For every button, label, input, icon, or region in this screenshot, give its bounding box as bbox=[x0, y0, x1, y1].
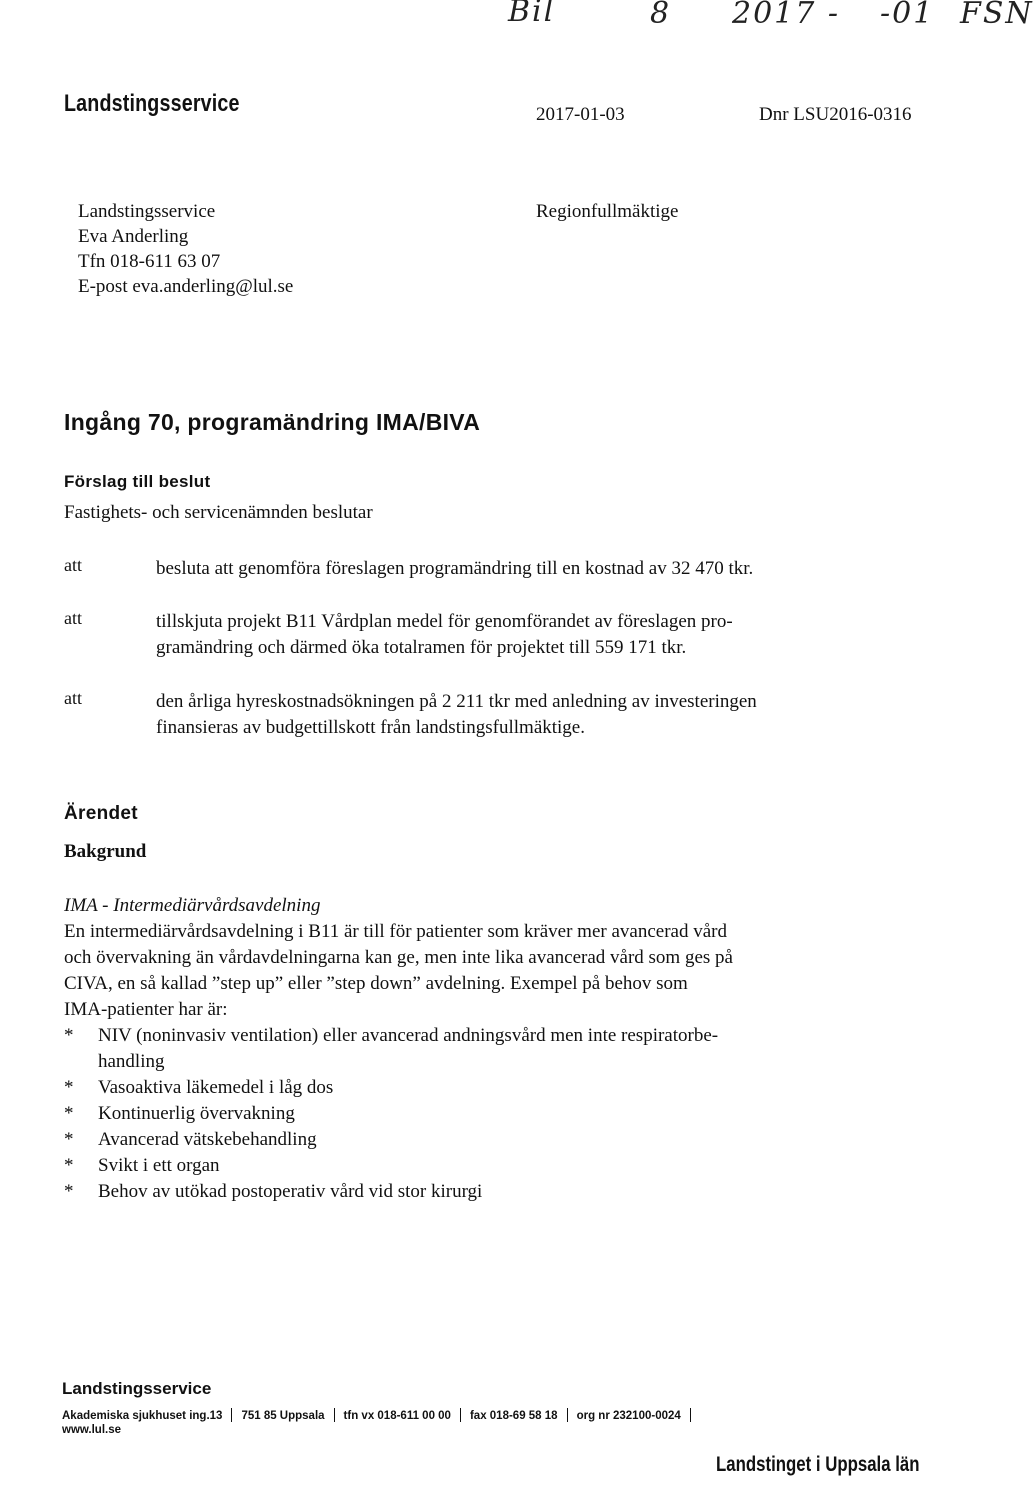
sender-block bbox=[78, 199, 293, 299]
bullet-text: Behov av utökad postoperativ vård vid stor kirurgi bbox=[98, 1181, 483, 1202]
handwritten-suffix: -01 bbox=[880, 0, 935, 31]
footer-address-part: 751 85 Uppsala bbox=[241, 1410, 325, 1422]
bullet-marker: * bbox=[64, 1025, 74, 1046]
org-logo: Landstingsservice bbox=[64, 90, 240, 117]
bullet-marker: * bbox=[64, 1129, 74, 1150]
bullet-text: Svikt i ett organ bbox=[98, 1155, 220, 1176]
matter-heading: Ärendet bbox=[64, 803, 138, 824]
proposal-item-2-text bbox=[156, 609, 936, 661]
footer-address-part: org nr 232100-0024 bbox=[576, 1410, 681, 1422]
proposal-item-1-text bbox=[156, 556, 936, 582]
document-date: 2017-01-03 bbox=[536, 104, 625, 125]
footer-divider bbox=[690, 1408, 691, 1422]
document-title: Ingång 70, programändring IMA/BIVA bbox=[64, 409, 481, 435]
proposal-item-2-label: att bbox=[64, 608, 82, 628]
list-item bbox=[64, 1153, 944, 1179]
footer-divider bbox=[567, 1408, 568, 1422]
document-dnr: Dnr LSU2016-0316 bbox=[759, 104, 912, 125]
bullet-marker: * bbox=[64, 1103, 74, 1124]
bullet-text: Vasoaktiva läkemedel i låg dos bbox=[98, 1077, 334, 1098]
sender-org: Landstingsservice bbox=[78, 201, 216, 222]
handwritten-bil: Bil bbox=[508, 0, 556, 29]
bullet-marker: * bbox=[64, 1181, 74, 1202]
bullet-marker: * bbox=[64, 1077, 74, 1098]
proposal-item-1-label: att bbox=[64, 555, 82, 575]
footer-divider bbox=[334, 1408, 335, 1422]
footer-brand: Landstinget i Uppsala län bbox=[716, 1453, 920, 1476]
proposal-item-line: besluta att genomföra föreslagen programändring till en kostnad av 32 470 tkr. bbox=[156, 558, 754, 579]
sender-name: Eva Anderling bbox=[78, 226, 189, 247]
handwritten-initials: FSN bbox=[960, 0, 1034, 31]
proposal-item-3-label: att bbox=[64, 688, 82, 708]
footer-web: www.lul.se bbox=[62, 1424, 122, 1436]
bullet-text: NIV (noninvasiv ventilation) eller avancerad andningsvård men inte respiratorbe- bbox=[98, 1025, 719, 1046]
proposal-item-line: tillskjuta projekt B11 Vårdplan medel för genomförandet av föreslagen pro- bbox=[156, 611, 733, 632]
bullet-text: Kontinuerlig övervakning bbox=[98, 1103, 295, 1124]
proposal-item-line: gramändring och därmed öka totalramen för projektet till 559 171 tkr. bbox=[156, 637, 687, 658]
matter-body bbox=[64, 893, 944, 1205]
footer-address-part: tfn vx 018-611 00 00 bbox=[343, 1410, 451, 1422]
list-item bbox=[64, 1127, 944, 1153]
proposal-item-3-text bbox=[156, 689, 936, 741]
ima-title: IMA - Intermediärvårdsavdelning bbox=[64, 895, 321, 916]
list-item bbox=[64, 1023, 944, 1075]
list-item bbox=[64, 1101, 944, 1127]
footer-address-part: Akademiska sjukhuset ing.13 bbox=[62, 1410, 223, 1422]
list-item bbox=[64, 1075, 944, 1101]
handwritten-number: 8 bbox=[650, 0, 672, 31]
list-item bbox=[64, 1179, 944, 1205]
paragraph-line: En intermediärvårdsavdelning i B11 är till för patienter som kräver mer avancerad vård bbox=[64, 921, 727, 942]
proposal-item-line: finansieras av budgettillskott från landstingsfullmäktige. bbox=[156, 717, 585, 738]
paragraph-line: och övervakning än vårdavdelningarna kan ge, men inte lika avancerad vård som ges på bbox=[64, 947, 733, 968]
footer-divider bbox=[460, 1408, 461, 1422]
footer-address-part: fax 018-69 58 18 bbox=[469, 1410, 558, 1422]
proposal-heading: Förslag till beslut bbox=[64, 472, 211, 491]
sender-email: E-post eva.anderling@lul.se bbox=[78, 276, 294, 297]
proposal-intro: Fastighets- och servicenämnden beslutar bbox=[64, 502, 373, 523]
recipient: Regionfullmäktige bbox=[536, 201, 679, 222]
handwritten-year: 2017 - bbox=[732, 0, 841, 31]
footer-divider bbox=[231, 1408, 232, 1422]
bullet-text: handling bbox=[98, 1051, 165, 1072]
proposal-item-line: den årliga hyreskostnadsökningen på 2 211 tkr med anledning av investeringen bbox=[156, 691, 757, 712]
footer-org: Landstingsservice bbox=[62, 1379, 212, 1398]
sender-phone: Tfn 018-611 63 07 bbox=[78, 251, 221, 272]
footer-address bbox=[62, 1408, 700, 1422]
matter-subheading: Bakgrund bbox=[64, 841, 147, 862]
bullet-text: Avancerad vätskebehandling bbox=[98, 1129, 317, 1150]
paragraph-line: IMA-patienter har är: bbox=[64, 999, 228, 1020]
bullet-marker: * bbox=[64, 1155, 74, 1176]
paragraph-line: CIVA, en så kallad ”step up” eller ”step down” avdelning. Exempel på behov som bbox=[64, 973, 688, 994]
